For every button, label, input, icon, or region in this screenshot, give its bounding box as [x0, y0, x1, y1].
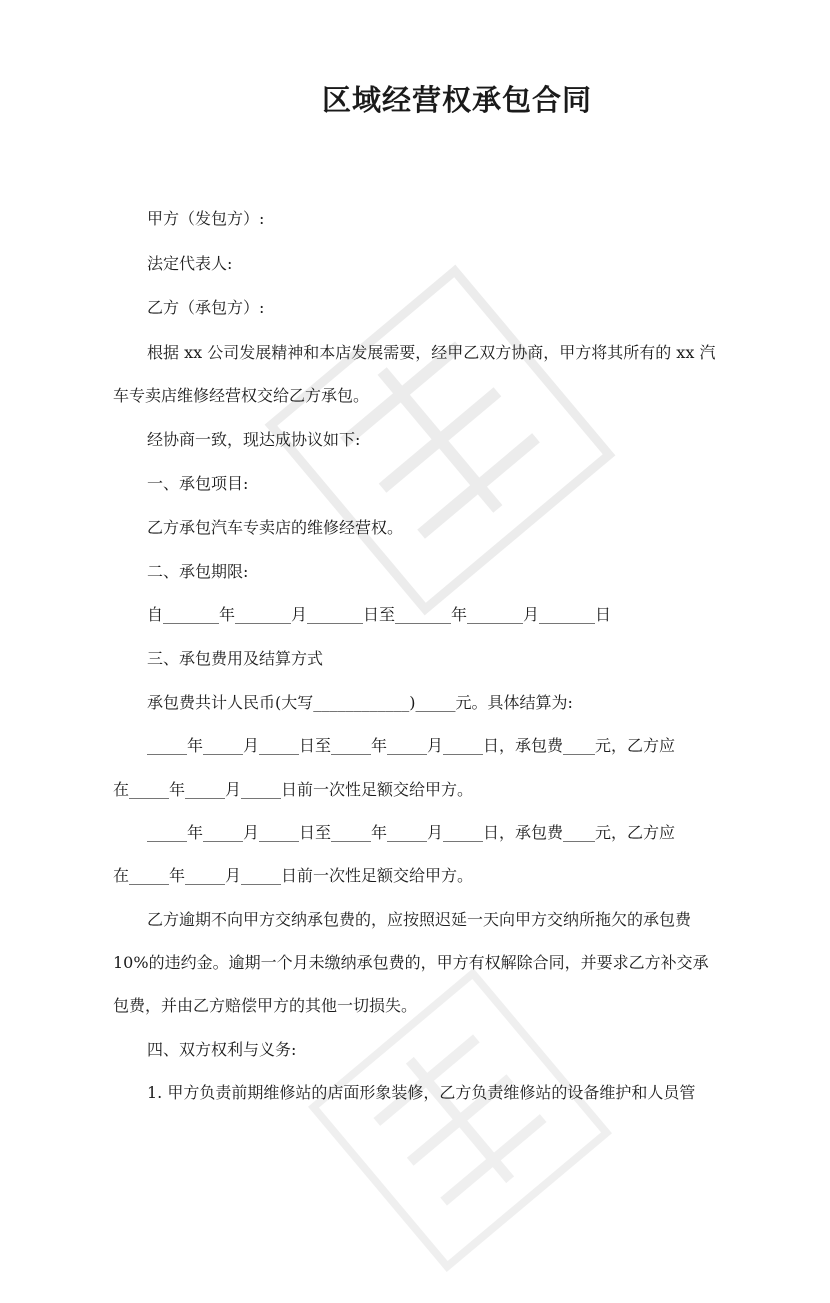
paragraph-line: 在_____年_____月_____日前一次性足额交给甲方。 [113, 780, 474, 799]
section-heading: 四、双方权利与义务: [147, 1040, 297, 1059]
section-heading: 一、承包项目: [147, 474, 249, 493]
watermark-icon [277, 937, 643, 1303]
section-heading: 三、承包费用及结算方式 [147, 649, 324, 668]
paragraph-line: 承包费共计人民币(大写____________)_____元。具体结算为: [147, 693, 573, 712]
paragraph-line: 乙方承包汽车专卖店的维修经营权。 [147, 518, 404, 537]
paragraph-line: 在_____年_____月_____日前一次性足额交给甲方。 [113, 866, 474, 885]
paragraph-line: 1. 甲方负责前期维修站的店面形象装修，乙方负责维修站的设备维护和人员管 [147, 1083, 696, 1102]
paragraph-line: 车专卖店维修经营权交给乙方承包。 [113, 386, 370, 405]
paragraph-line: 乙方逾期不向甲方交纳承包费的，应按照迟延一天向甲方交纳所拖欠的承包费 [147, 910, 692, 929]
paragraph-line: 经协商一致，现达成协议如下: [147, 430, 361, 449]
paragraph-line: 自_______年_______月_______日至_______年_______月_______日 [147, 605, 612, 624]
party-a-line: 甲方（发包方）: [147, 209, 265, 228]
party-b-line: 乙方（承包方）: [147, 298, 265, 317]
paragraph-line: 根据 xx 公司发展精神和本店发展需要，经甲乙双方协商，甲方将其所有的 xx 汽 [147, 343, 716, 362]
document-title: 区域经营权承包合同 [321, 83, 592, 117]
paragraph-line: _____年_____月_____日至_____年_____月_____日，承包费____元，乙方应 [147, 823, 676, 842]
paragraph-line: 10%的违约金。逾期一个月未缴纳承包费的，甲方有权解除合同，并要求乙方补交承 [113, 953, 709, 972]
section-heading: 二、承包期限: [147, 562, 249, 581]
paragraph-line: 包费，并由乙方赔偿甲方的其他一切损失。 [113, 996, 418, 1015]
legal-representative-line: 法定代表人: [147, 254, 233, 273]
paragraph-line: _____年_____月_____日至_____年_____月_____日，承包费____元，乙方应 [147, 736, 676, 755]
